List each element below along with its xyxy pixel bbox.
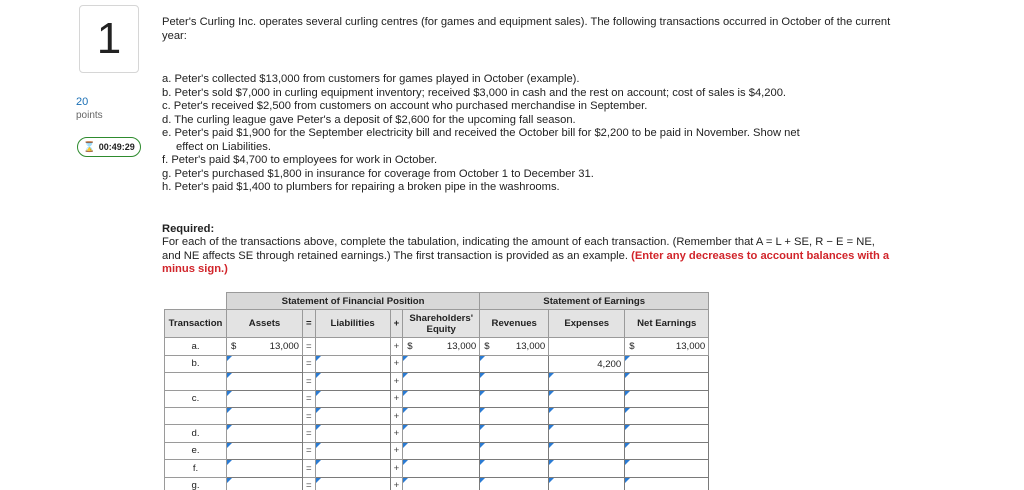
table-row xyxy=(165,460,709,477)
net-earnings-input[interactable] xyxy=(625,373,709,390)
net-earnings-input[interactable] xyxy=(625,425,709,442)
header-net-earnings: Net Earnings xyxy=(625,310,709,338)
plus-sign: + xyxy=(390,425,403,442)
expenses-input[interactable] xyxy=(549,425,625,442)
question-sidebar xyxy=(0,0,150,490)
revenues-input[interactable] xyxy=(480,442,549,459)
equals-sign: = xyxy=(303,477,316,490)
hourglass-icon: ⌛ xyxy=(83,141,96,153)
header-expenses: Expenses xyxy=(549,310,625,338)
expenses-cell xyxy=(549,338,625,355)
revenues-input[interactable] xyxy=(480,355,549,372)
header-revenues: Revenues xyxy=(480,310,549,338)
se-input[interactable] xyxy=(403,355,480,372)
revenues-cell: $ 13,000 xyxy=(480,338,549,355)
assets-input[interactable] xyxy=(227,460,303,477)
plus-sign: + xyxy=(390,338,403,355)
liabilities-input[interactable] xyxy=(315,390,390,407)
net-earnings-input[interactable] xyxy=(625,460,709,477)
net-earnings-input[interactable] xyxy=(625,477,709,490)
row-label xyxy=(165,407,227,424)
se-input[interactable] xyxy=(403,442,480,459)
se-input[interactable] xyxy=(403,390,480,407)
header-assets: Assets xyxy=(227,310,303,338)
list-item: d. The curling league gave Peter's a deposit of $2,600 for the upcoming fall season. xyxy=(162,113,576,126)
equals-sign: = xyxy=(303,460,316,477)
problem-intro: Peter's Curling Inc. operates several curling centres (for games and equipment sales). The following transactions occurred in October of the current year: xyxy=(162,16,891,42)
assets-input[interactable] xyxy=(227,390,303,407)
liabilities-input[interactable] xyxy=(315,355,390,372)
table-row xyxy=(165,425,709,442)
net-earnings-input[interactable] xyxy=(625,355,709,372)
header-liabilities: Liabilities xyxy=(315,310,390,338)
list-item: f. Peter's paid $4,700 to employees for work in October. xyxy=(162,154,438,166)
header-equals: = xyxy=(303,310,316,338)
plus-sign: + xyxy=(390,477,403,490)
expenses-cell: 4,200 xyxy=(549,355,625,372)
revenues-input[interactable] xyxy=(480,373,549,390)
list-item: g. Peter's purchased $1,800 in insurance for coverage from October 1 to December 31. xyxy=(162,167,594,180)
table-row xyxy=(165,407,709,424)
assets-input[interactable] xyxy=(227,425,303,442)
header-shareholders-equity: Shareholders' Equity xyxy=(403,310,480,338)
liabilities-input[interactable] xyxy=(315,460,390,477)
row-label: b. xyxy=(165,355,227,372)
equals-sign: = xyxy=(303,373,316,390)
se-input[interactable] xyxy=(403,425,480,442)
required-instructions: For each of the transactions above, complete the tabulation, indicating the amount of each transaction. (Remember that A = L + SE, R − E = NE, and NE affects SE through retained earnings.) The first transaction is provided as an example. xyxy=(162,236,875,262)
required-title: Required: xyxy=(162,222,215,235)
list-item: effect on Liabilities. xyxy=(176,140,271,153)
header-plus: + xyxy=(390,310,403,338)
row-label: f. xyxy=(165,460,227,477)
assets-input[interactable] xyxy=(227,442,303,459)
equals-sign: = xyxy=(303,338,316,355)
se-cell: $ 13,000 xyxy=(403,338,480,355)
liabilities-input[interactable] xyxy=(315,442,390,459)
problem-content xyxy=(162,16,892,277)
expenses-input[interactable] xyxy=(549,407,625,424)
points-label: points xyxy=(76,110,103,121)
revenues-input[interactable] xyxy=(480,425,549,442)
liabilities-input[interactable] xyxy=(315,477,390,490)
equals-sign: = xyxy=(303,425,316,442)
row-label: d. xyxy=(165,425,227,442)
tabulation-table-wrapper xyxy=(164,292,709,490)
assets-input[interactable] xyxy=(227,373,303,390)
expenses-input[interactable] xyxy=(549,390,625,407)
plus-sign: + xyxy=(390,355,403,372)
required-text xyxy=(162,236,892,277)
tabulation-table xyxy=(164,292,709,490)
revenues-input[interactable] xyxy=(480,477,549,490)
plus-sign: + xyxy=(390,390,403,407)
expenses-input[interactable] xyxy=(549,460,625,477)
table-row xyxy=(165,338,709,355)
revenues-input[interactable] xyxy=(480,390,549,407)
header-financial-position: Statement of Financial Position xyxy=(227,293,480,310)
net-earnings-input[interactable] xyxy=(625,390,709,407)
expenses-input[interactable] xyxy=(549,477,625,490)
row-label xyxy=(165,373,227,390)
expenses-input[interactable] xyxy=(549,442,625,459)
equals-sign: = xyxy=(303,390,316,407)
liabilities-input[interactable] xyxy=(315,407,390,424)
se-input[interactable] xyxy=(403,477,480,490)
required-warning: (Enter any decreases to account balances with a minus sign.) xyxy=(162,249,890,275)
transaction-list xyxy=(162,73,892,195)
table-row xyxy=(165,373,709,390)
points-value: 20 xyxy=(76,96,89,108)
assets-cell: $ 13,000 xyxy=(227,338,303,355)
timer-badge[interactable] xyxy=(77,137,141,157)
row-label: e. xyxy=(165,442,227,459)
se-input[interactable] xyxy=(403,407,480,424)
equals-sign: = xyxy=(303,355,316,372)
list-item: h. Peter's paid $1,400 to plumbers for repairing a broken pipe in the washrooms. xyxy=(162,181,560,193)
list-item: b. Peter's sold $7,000 in curling equipment inventory; received $3,000 in cash and the rest on account; cost of sales is $4,200. xyxy=(162,86,787,99)
revenues-input[interactable] xyxy=(480,407,549,424)
net-earnings-input[interactable] xyxy=(625,407,709,424)
revenues-input[interactable] xyxy=(480,460,549,477)
se-input[interactable] xyxy=(403,460,480,477)
liabilities-input[interactable] xyxy=(315,373,390,390)
liabilities-input[interactable] xyxy=(315,425,390,442)
assets-input[interactable] xyxy=(227,407,303,424)
plus-sign: + xyxy=(390,442,403,459)
list-item: a. Peter's collected $13,000 from customers for games played in October (example). xyxy=(162,73,580,85)
table-row xyxy=(165,477,709,490)
equals-sign: = xyxy=(303,442,316,459)
net-earnings-input[interactable] xyxy=(625,442,709,459)
table-row xyxy=(165,355,709,372)
timer-value: 00:49:29 xyxy=(98,142,135,152)
row-label: g. xyxy=(165,477,227,490)
assets-input[interactable] xyxy=(227,355,303,372)
header-earnings: Statement of Earnings xyxy=(480,293,709,310)
row-label: c. xyxy=(165,390,227,407)
se-input[interactable] xyxy=(403,373,480,390)
plus-sign: + xyxy=(390,407,403,424)
header-blank xyxy=(165,293,227,310)
table-row xyxy=(165,442,709,459)
liabilities-cell xyxy=(315,338,390,355)
question-number: 1 xyxy=(79,5,139,73)
plus-sign: + xyxy=(390,460,403,477)
assets-input[interactable] xyxy=(227,477,303,490)
equals-sign: = xyxy=(303,407,316,424)
table-row xyxy=(165,390,709,407)
row-label: a. xyxy=(165,338,227,355)
list-item: c. Peter's received $2,500 from customers on account who purchased merchandise in September. xyxy=(162,100,648,112)
header-transaction: Transaction xyxy=(165,310,227,338)
net-earnings-cell: $ 13,000 xyxy=(625,338,709,355)
list-item: e. Peter's paid $1,900 for the September electricity bill and received the October bill for $2,200 to be paid in November. Show net xyxy=(162,127,800,139)
plus-sign: + xyxy=(390,373,403,390)
expenses-input[interactable] xyxy=(549,373,625,390)
